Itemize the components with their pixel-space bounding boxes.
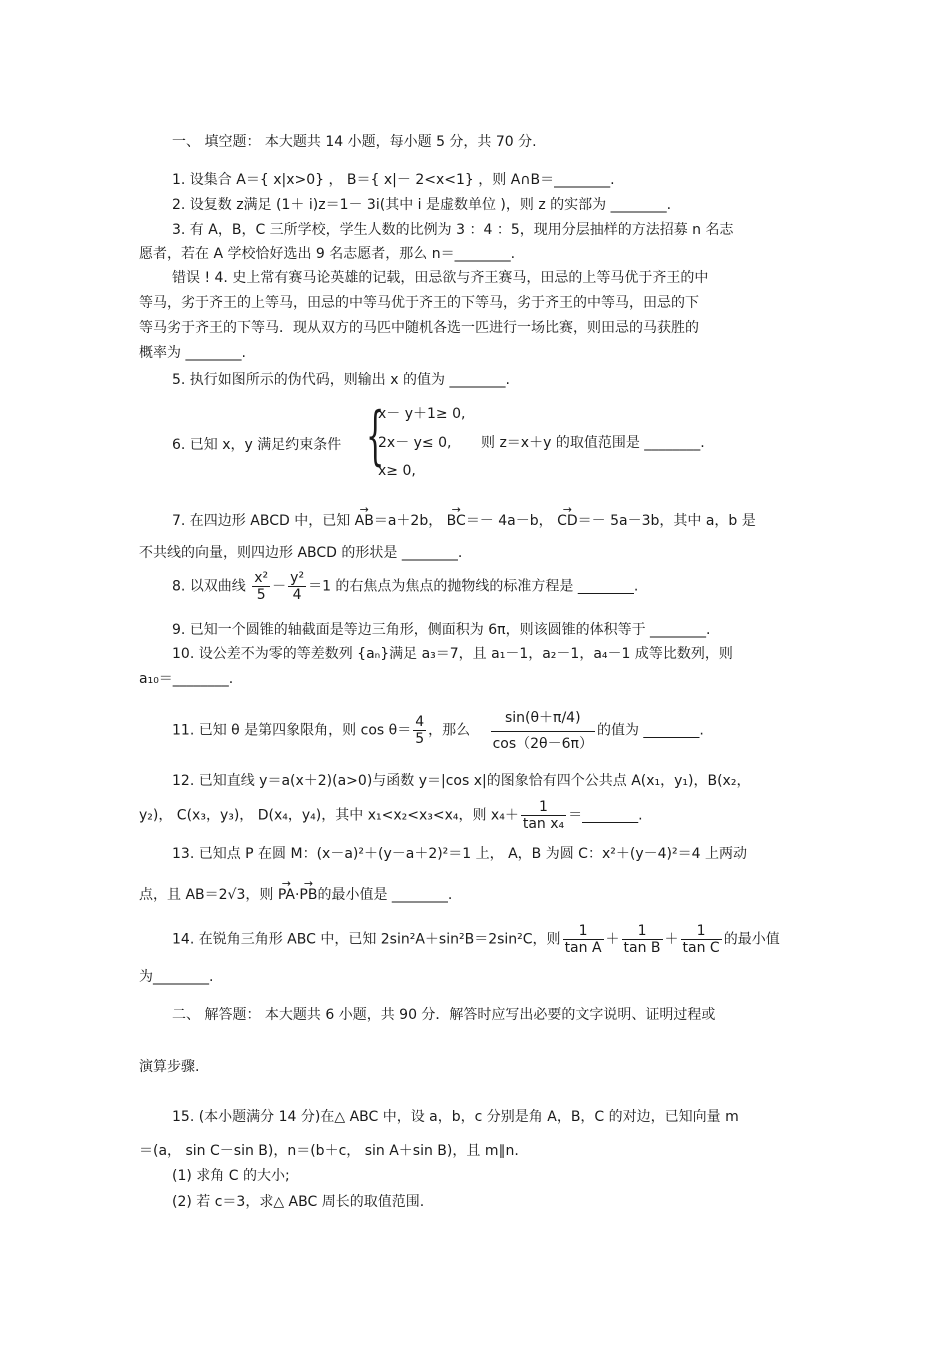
vector-ab: → AB <box>355 512 374 530</box>
question-15-line1: 15. (本小题满分 14 分)在△ ABC 中，设 a，b，c 分别是角 A，B，C 的对边，已知向量 m <box>172 1109 739 1125</box>
question-4-line3: 等马劣于齐王的下等马．现从双方的马匹中随机各选一匹进行一场比赛，则田忌的马获胜的 <box>139 320 699 336</box>
q13-text-a: 点，且 AB＝2√3，则 <box>139 887 274 903</box>
question-14-line1 <box>172 923 780 956</box>
question-4-line1: 错误 ! 4. 史上常有赛马论英雄的记载，田忌欲与齐王赛马，田忌的上等马优于齐王的中 <box>172 270 709 286</box>
q12-text-b: ＝________. <box>568 807 643 824</box>
question-15-part1: (1) 求角 C 的大小; <box>172 1168 290 1184</box>
q7-text-a: 7. 在四边形 ABCD 中，已知 <box>172 513 351 529</box>
fraction-num: 1 <box>563 923 604 940</box>
q14-text-b: 的最小值 <box>723 931 780 948</box>
q7-text-c: ＝－ 4a－b， <box>465 513 553 529</box>
fraction-den: cos（2θ－6π） <box>492 736 593 752</box>
question-13-line1: 13. 已知点 P 在圆 M：(x－a)²＋(y－a＋2)²＝1 上， A，B 为圆 C：x²＋(y－4)²＝4 上两动 <box>172 846 747 862</box>
fraction-den: tan A <box>564 940 602 956</box>
question-6-prefix: 6. 已知 x，y 满足约束条件 <box>172 437 342 453</box>
q7-text-d: ＝－ 5a－3b，其中 a，b 是 <box>577 513 756 529</box>
question-14-line2: 为________. <box>139 969 214 985</box>
fraction-1-tanC <box>681 923 722 956</box>
q11-suffix: 的值为 ________. <box>596 722 704 739</box>
q13-text-b: 的最小值是 ________. <box>317 887 453 903</box>
question-2: 2. 设复数 z满足 (1＋ i)z＝1－ 3i(其中 i 是虚数单位 )，则 z 的实部为 ________. <box>172 197 672 213</box>
fraction-sin-cos <box>491 705 595 756</box>
question-12-line2 <box>139 799 643 832</box>
fraction-num: x² <box>254 570 269 586</box>
constraint-3: x≥ 0, <box>378 463 416 479</box>
question-12-line1: 12. 已知直线 y＝a(x＋2)(a>0)与函数 y＝|cos x|的图象恰有四个公共点 A(x₁，y₁)，B(x₂， <box>172 773 751 789</box>
vector-bc: → BC <box>447 512 466 530</box>
question-7-line2: 不共线的向量，则四边形 ABCD 的形状是 ________. <box>139 545 463 561</box>
fraction-den: tan B <box>623 940 661 956</box>
q8-suffix: ＝1 的右焦点为焦点的抛物线的标准方程是 ________. <box>308 578 639 595</box>
vector-pb: → PB <box>299 886 317 904</box>
fraction-den: tan C <box>682 940 720 956</box>
fraction-den: tan x₄ <box>522 816 565 832</box>
question-8 <box>172 570 638 603</box>
fraction-4-5 <box>413 714 426 747</box>
section1-heading: 一、 填空题： 本大题共 14 小题，每小题 5 分，共 70 分. <box>172 134 537 150</box>
question-1: 1. 设集合 A＝{ x|x>0} ， B＝{ x|－ 2<x<1} ，则 A∩B＝________. <box>172 172 615 188</box>
question-4-line2: 等马，劣于齐王的上等马，田忌的中等马优于齐王的下等马，劣于齐王的中等马，田忌的下 <box>139 295 699 311</box>
plus-sign: ＋ <box>605 931 620 948</box>
vector-cd: → CD <box>557 512 578 530</box>
q14-text-a: 14. 在锐角三角形 ABC 中，已知 2sin²A＋sin²B＝2sin²C，则 <box>172 931 561 948</box>
fraction-y2-4 <box>288 570 306 603</box>
fraction-1-tanx4 <box>521 799 566 832</box>
question-10-line2: a₁₀＝________. <box>139 671 234 687</box>
fraction-num: 1 <box>681 923 722 940</box>
fraction-num: 1 <box>521 799 566 816</box>
fraction-den: 5 <box>256 587 266 603</box>
fraction-num: 4 <box>415 714 425 730</box>
q7-text-b: ＝a＋2b， <box>373 513 443 529</box>
section2-heading-line2: 演算步骤. <box>139 1059 200 1075</box>
minus-sign: － <box>272 578 287 595</box>
constraint-1: x－ y＋1≥ 0, <box>378 406 466 422</box>
question-9: 9. 已知一个圆锥的轴截面是等边三角形，侧面积为 6π，则该圆锥的体积等于 ________. <box>172 622 711 638</box>
fraction-den: 5 <box>415 731 425 747</box>
q11-mid: ，那么 <box>428 722 471 739</box>
plus-sign: ＋ <box>664 931 679 948</box>
question-4-line4: 概率为 ________. <box>139 345 246 361</box>
vector-pa: → PA <box>278 886 295 904</box>
question-15-part2: (2) 若 c＝3，求△ ABC 周长的取值范围. <box>172 1194 425 1210</box>
fraction-1-tanB <box>622 923 663 956</box>
constraint-brace: { <box>366 399 385 473</box>
question-15-line2: ＝(a， sin C－sin B)，n＝(b＋c， sin A＋sin B)，且 m∥n. <box>139 1143 519 1159</box>
question-6-suffix: 则 z＝x＋y 的取值范围是 ________. <box>481 435 705 451</box>
question-5: 5. 执行如图所示的伪代码，则输出 x 的值为 ________. <box>172 372 510 388</box>
fraction-den: 4 <box>292 587 302 603</box>
constraint-2: 2x－ y≤ 0, <box>378 435 452 451</box>
question-13-line2 <box>139 886 452 904</box>
q8-prefix: 8. 以双曲线 <box>172 578 246 595</box>
q11-prefix: 11. 已知 θ 是第四象限角，则 cos θ＝ <box>172 722 412 739</box>
fraction-1-tanA <box>563 923 604 956</box>
fraction-num: sin(θ＋π/4) <box>491 705 595 732</box>
question-3-line1: 3. 有 A，B，C 三所学校，学生人数的比例为 3 ：4 ：5，现用分层抽样的方法招募 n 名志 <box>172 222 734 238</box>
fraction-num: 1 <box>622 923 663 940</box>
question-7-line1 <box>172 512 756 530</box>
question-10-line1: 10. 设公差不为零的等差数列 {aₙ}满足 a₃＝7，且 a₁－1，a₂－1，a₄－1 成等比数列，则 <box>172 646 733 662</box>
section2-heading-line1: 二、 解答题： 本大题共 6 小题，共 90 分．解答时应写出必要的文字说明、证明过程或 <box>172 1007 716 1023</box>
question-3-line2: 愿者，若在 A 学校恰好选出 9 名志愿者，那么 n＝________. <box>139 246 516 262</box>
dot-operator: · <box>294 887 300 903</box>
question-11 <box>172 705 704 756</box>
fraction-num: y² <box>290 570 305 586</box>
q12-text-a: y₂)， C(x₃，y₃)， D(x₄，y₄)，其中 x₁<x₂<x₃<x₄，则 x₄＋ <box>139 807 519 824</box>
fraction-x2-5 <box>252 570 270 603</box>
